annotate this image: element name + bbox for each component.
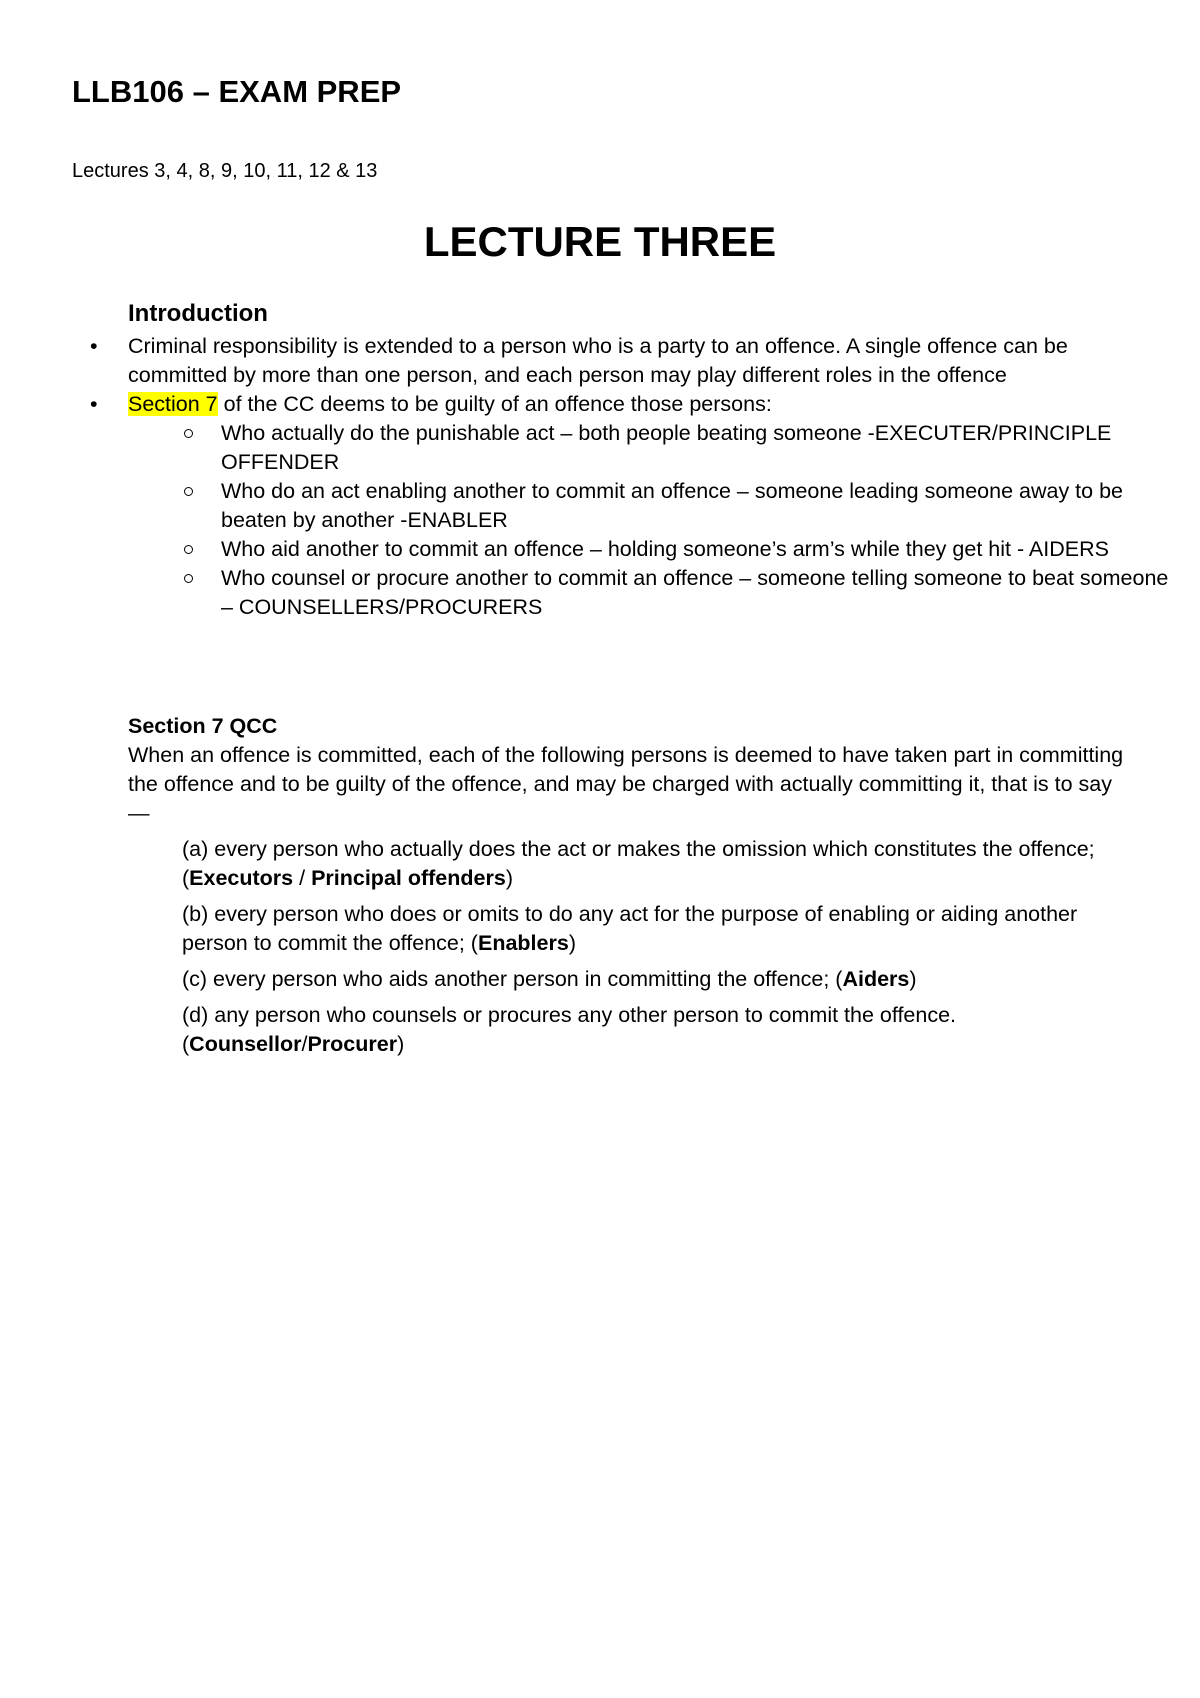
clause-end: )	[909, 967, 917, 991]
clause-end: )	[568, 931, 576, 955]
clause-d	[182, 1001, 1122, 1059]
bullet-item	[0, 390, 1169, 622]
clause-term: Aiders	[842, 967, 910, 991]
clause-b	[182, 900, 1122, 958]
clause-text: (d) any person who counsels or procures any other person to commit the offence. (	[182, 1003, 957, 1056]
clause-term: Enablers	[477, 931, 569, 955]
section-7-intro: When an offence is committed, each of the following persons is deemed to have taken part in committing the offence and to be guilty of the offence, and may be charged with actually committing it, that is to say —	[128, 743, 1124, 825]
sub-list-item	[128, 535, 1171, 564]
bullet-text: Criminal responsibility is extended to a person who is a party to an offence. A single offence can be committed by more than one person, and each person may play different roles in the offence	[128, 334, 1068, 387]
sub-item-text: Who aid another to commit an offence – holding someone’s arm’s while they get hit - AIDERS	[221, 537, 1109, 561]
lecture-heading: LECTURE THREE	[423, 218, 777, 265]
clause-term: Principal offenders	[311, 866, 506, 890]
sub-list-item	[128, 477, 1171, 535]
bullet-text: of the CC deems to be guilty of an offence those persons:	[217, 392, 772, 416]
circle-bullet-icon	[184, 574, 193, 583]
highlighted-text: Section 7	[128, 392, 218, 416]
clause-term: Executors	[189, 866, 294, 890]
bullet-icon: •	[90, 392, 98, 416]
lectures-list: Lectures 3, 4, 8, 9, 10, 11, 12 & 13	[72, 160, 378, 182]
sub-bullet-list	[128, 419, 1169, 622]
sub-list-item	[128, 419, 1171, 477]
clause-separator: /	[293, 866, 312, 890]
section-7-qcc-block	[128, 712, 1138, 1059]
sub-list-item	[128, 564, 1171, 622]
clause-text: (c) every person who aids another person in committing the offence; (	[182, 967, 843, 991]
section-7-qcc-heading: Section 7 QCC	[128, 714, 278, 738]
clause-c	[182, 965, 1122, 994]
bullet-icon: •	[90, 334, 98, 358]
clause-end: )	[397, 1032, 405, 1056]
circle-bullet-icon	[184, 487, 193, 496]
circle-bullet-icon	[184, 545, 193, 554]
intro-bullet-list	[0, 332, 1200, 622]
circle-bullet-icon	[184, 429, 193, 438]
sub-item-text: Who actually do the punishable act – both people beating someone -EXECUTER/PRINCIPLE OFFENDER	[221, 421, 1112, 474]
clause-term: Counsellor	[189, 1032, 302, 1056]
clause-text: (b) every person who does or omits to do any act for the purpose of enabling or aiding another person to commit the offence; (	[182, 902, 1078, 955]
clause-separator: /	[301, 1032, 308, 1056]
clause-end: )	[505, 866, 513, 890]
clause-text: (a) every person who actually does the act or makes the omission which constitutes the offence; (	[182, 837, 1095, 890]
sub-item-text: Who counsel or procure another to commit an offence – someone telling someone to beat someone – COUNSELLERS/PROCURERS	[221, 566, 1169, 619]
bullet-item	[0, 332, 1128, 390]
introduction-heading: Introduction	[128, 300, 268, 327]
document-title: LLB106 – EXAM PREP	[72, 74, 402, 109]
clause-a	[182, 835, 1122, 893]
clause-term: Procurer	[307, 1032, 398, 1056]
sub-item-text: Who do an act enabling another to commit an offence – someone leading someone away to be beaten by another -ENABLER	[221, 479, 1123, 532]
